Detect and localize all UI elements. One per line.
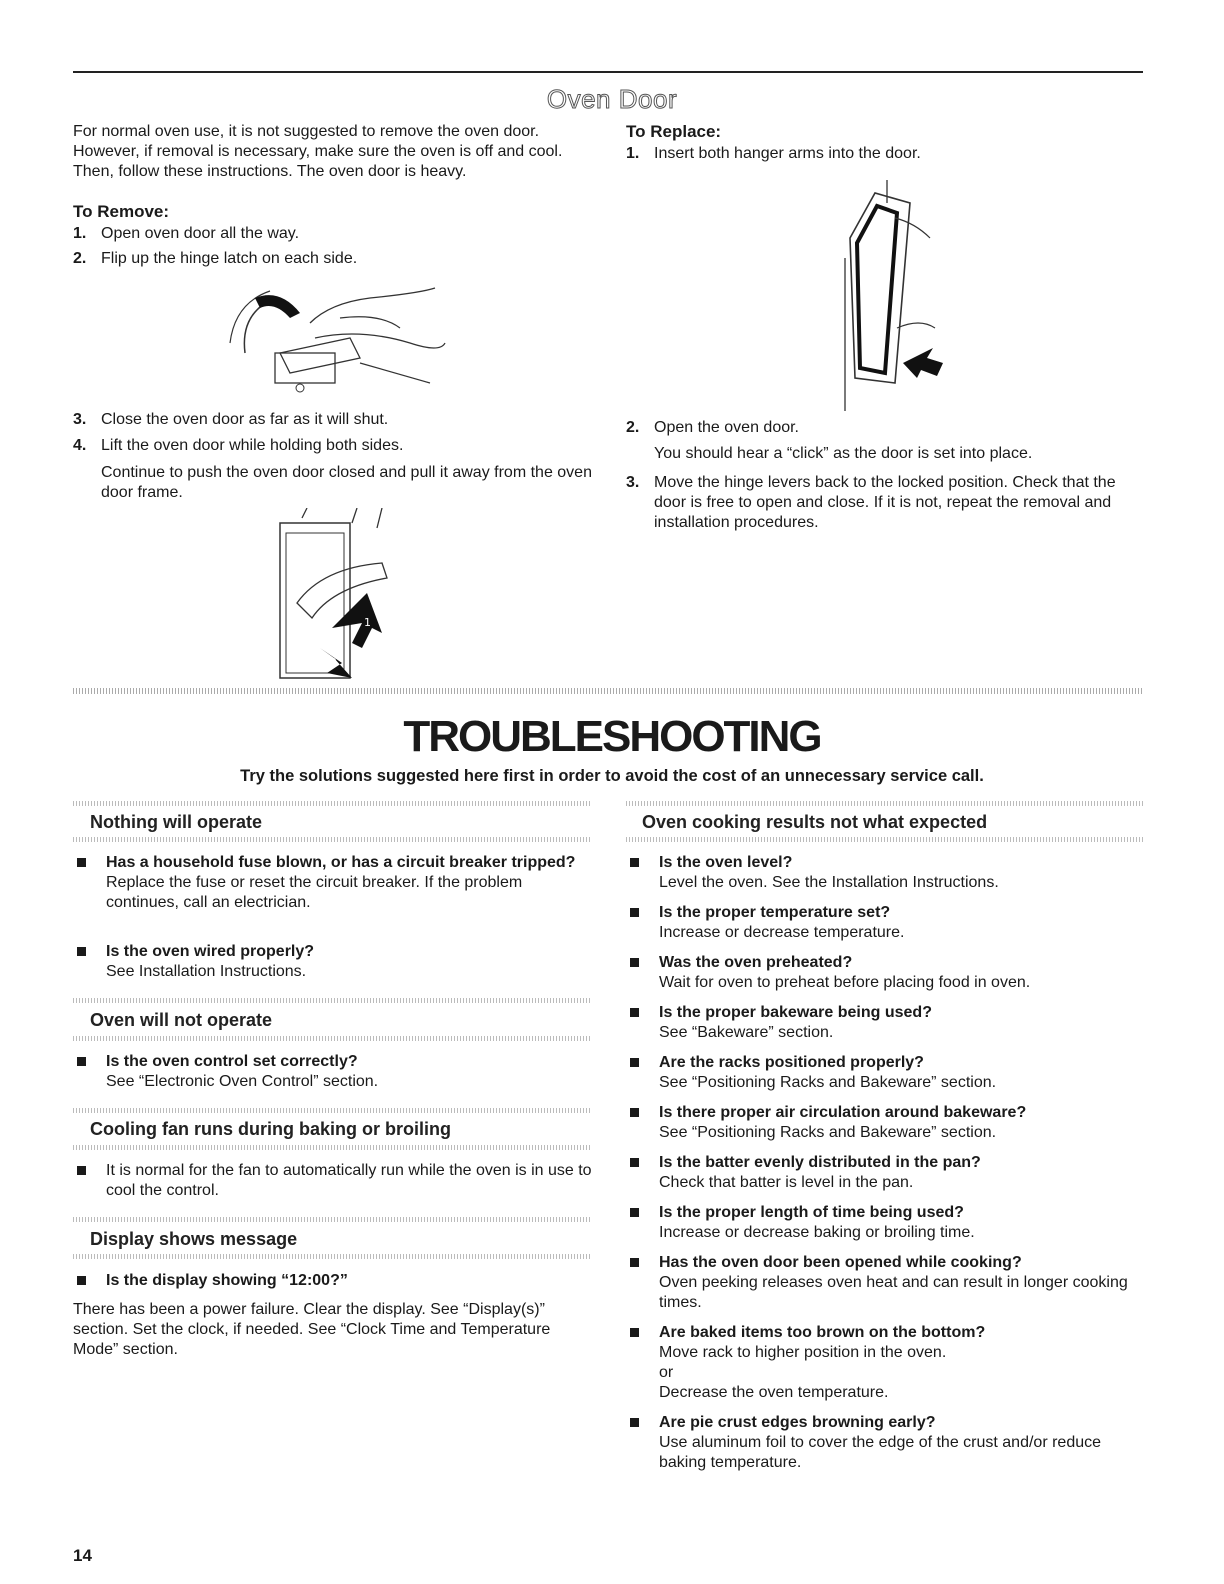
- bullet: [77, 1276, 86, 1285]
- hanger-arm-illustration: [835, 178, 955, 413]
- bullet: [77, 1057, 86, 1066]
- replace-step2-note: You should hear a “click” as the door is set into place.: [654, 445, 1033, 462]
- bullet: [630, 1328, 639, 1337]
- list-item: Is the display showing “12:00?”: [73, 1271, 593, 1291]
- remove-step: 2. Flip up the hinge latch on each side.: [73, 250, 358, 267]
- figure-label-2: 2: [330, 656, 337, 669]
- section-title-oven-door: Oven Door: [546, 84, 678, 114]
- bullet: [77, 947, 86, 956]
- list-item: Is the proper length of time being used? Increase or decrease baking or broiling time.: [626, 1203, 1146, 1243]
- list-item: Was the oven preheated? Wait for oven to preheat before placing food in oven.: [626, 953, 1146, 993]
- bullet: [630, 1008, 639, 1017]
- bullet: [630, 958, 639, 967]
- oven-door-intro: For normal oven use, it is not suggested to remove the oven door. However, if removal is necessary, make sure the oven is off and cool. Then, follow these instructions. The oven door is heavy.: [73, 123, 563, 180]
- hatch-rule: [73, 1036, 590, 1041]
- bullet: [630, 1158, 639, 1167]
- hinge-latch-illustration: [220, 283, 450, 398]
- list-item: Is the oven control set correctly? See “Electronic Oven Control” section.: [73, 1052, 593, 1092]
- list-item: Is the oven wired properly? See Installation Instructions.: [73, 942, 593, 982]
- hatch-rule: [73, 998, 590, 1003]
- figure-label-1: 1: [364, 616, 371, 629]
- list-item: Has a household fuse blown, or has a circuit breaker tripped? Replace the fuse or reset the circuit breaker. If the problem continues, call an electrician.: [73, 853, 593, 913]
- hatch-rule: [73, 1217, 590, 1222]
- ts-section-title: Cooling fan runs during baking or broiling: [90, 1119, 451, 1139]
- door-lift-illustration: [272, 508, 412, 683]
- troubleshooting-title: TROUBLESHOOTING: [403, 712, 821, 761]
- to-replace-heading: To Replace:: [626, 122, 722, 141]
- remove-step: 4. Lift the oven door while holding both sides.: [73, 437, 404, 454]
- ts-section-title: Display shows message: [90, 1229, 298, 1249]
- list-item: Is the proper bakeware being used? See “Bakeware” section.: [626, 1003, 1146, 1043]
- bullet: [77, 1166, 86, 1175]
- remove-step: 1. Open oven door all the way.: [73, 225, 300, 242]
- replace-step: 3. Move the hinge levers back to the locked position. Check that the door is free to open and close. If it is not, repeat the removal and installation procedures.: [626, 474, 1116, 531]
- to-remove-heading: To Remove:: [73, 202, 170, 221]
- ts-section-title: Oven will not operate: [90, 1010, 273, 1030]
- hatch-rule: [626, 837, 1143, 842]
- page-number: 14: [73, 1546, 92, 1565]
- ts-section-title: Nothing will operate: [90, 812, 263, 832]
- bullet: [630, 1108, 639, 1117]
- bullet: [630, 1208, 639, 1217]
- hatch-rule: [73, 1145, 590, 1150]
- replace-step: 1. Insert both hanger arms into the door.: [626, 145, 921, 162]
- bullet: [77, 858, 86, 867]
- bullet: [630, 1258, 639, 1267]
- list-item: Has the oven door been opened while cooking? Oven peeking releases oven heat and can result in longer cooking times.: [626, 1253, 1146, 1313]
- hatch-rule: [73, 1108, 590, 1113]
- troubleshooting-subtitle: Try the solutions suggested here first in order to avoid the cost of an unnecessary service call.: [240, 767, 984, 785]
- top-rule: [73, 71, 1143, 73]
- list-item: It is normal for the fan to automatically run while the oven is in use to cool the control.: [73, 1161, 593, 1201]
- bullet: [630, 1058, 639, 1067]
- list-item: Is the oven level? Level the oven. See the Installation Instructions.: [626, 853, 1146, 893]
- bullet: [630, 908, 639, 917]
- display-message-note: There has been a power failure. Clear the display. See “Display(s)” section. Set the clock, if needed. See “Clock Time and Temperature Mode” section.: [73, 1301, 551, 1358]
- remove-step: 3. Close the oven door as far as it will shut.: [73, 411, 389, 428]
- hatch-rule: [626, 801, 1143, 806]
- results-list: [626, 853, 1146, 1473]
- section-divider: [73, 688, 1143, 694]
- hatch-rule: [73, 837, 590, 842]
- list-item: Is the proper temperature set? Increase or decrease temperature.: [626, 903, 1146, 943]
- hatch-rule: [73, 1254, 590, 1259]
- list-item: Are the racks positioned properly? See “Positioning Racks and Bakeware” section.: [626, 1053, 1146, 1093]
- list-item: Are baked items too brown on the bottom? Move rack to higher position in the oven. or Decrease the oven temperature.: [626, 1323, 1146, 1403]
- bullet: [630, 858, 639, 867]
- bullet: [630, 1418, 639, 1427]
- replace-step: 2. Open the oven door.: [626, 419, 799, 436]
- ts-section-title: Oven cooking results not what expected: [642, 812, 988, 832]
- hatch-rule: [73, 801, 590, 806]
- list-item: Is there proper air circulation around bakeware? See “Positioning Racks and Bakeware” section.: [626, 1103, 1146, 1143]
- list-item: Is the batter evenly distributed in the pan? Check that batter is level in the pan.: [626, 1153, 1146, 1193]
- list-item: Are pie crust edges browning early? Use aluminum foil to cover the edge of the crust and/or reduce baking temperature.: [626, 1413, 1146, 1473]
- remove-step4-note: Continue to push the oven door closed and pull it away from the oven door frame.: [101, 464, 592, 501]
